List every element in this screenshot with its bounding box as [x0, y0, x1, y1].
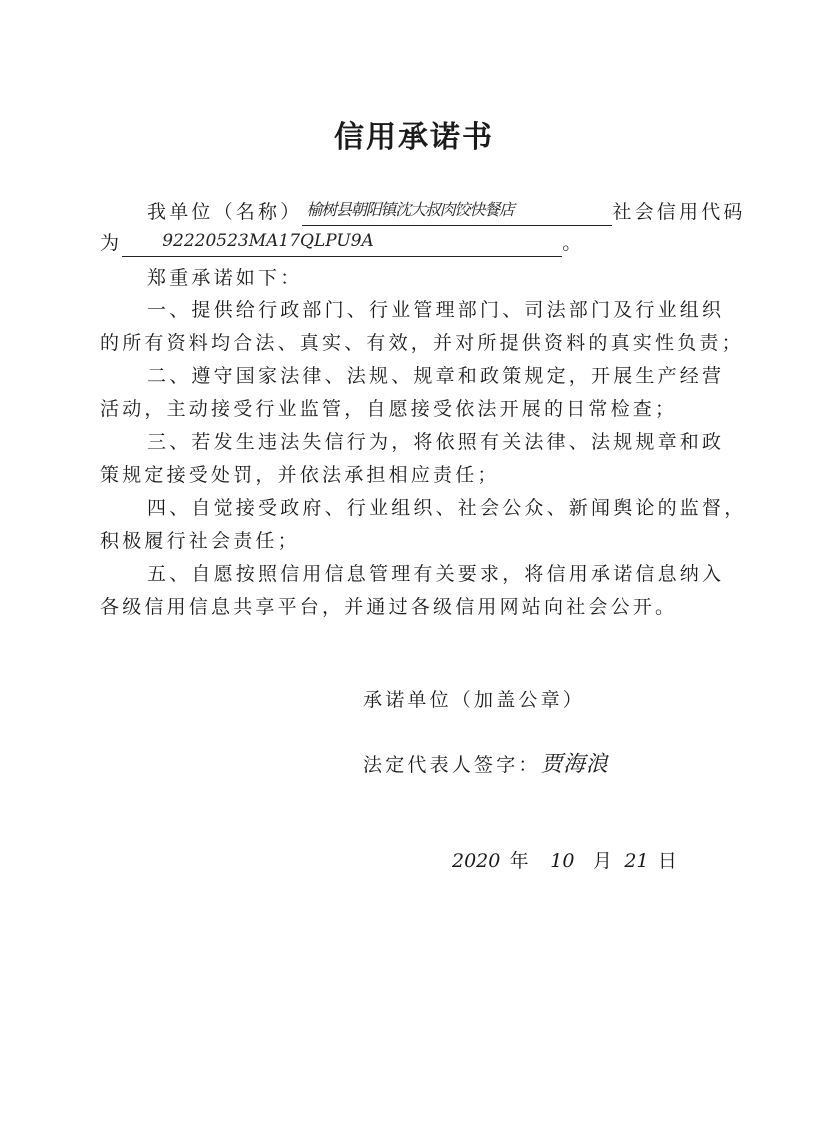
- clause-3-line-1: 三、若发生违法失信行为，将依照有关法律、法规规章和政: [147, 431, 725, 453]
- document-title: 信用承诺书: [334, 120, 494, 155]
- signature-line: [363, 751, 608, 779]
- credit-code-handwriting: 92220523MA17QLPU9A: [162, 231, 374, 251]
- credit-code-label: 社会信用代码: [612, 201, 746, 223]
- credit-code-line: [100, 229, 584, 257]
- clause-1-line-1: 一、提供给行政部门、行业管理部门、司法部门及行业组织: [147, 299, 725, 321]
- clause-3-line-2: 策规定接受处罚，并依法承担相应责任；: [100, 464, 500, 486]
- unit-name-prefix: 我单位（名称）: [147, 201, 303, 223]
- seal-label: 承诺单位（加盖公章）: [363, 689, 586, 711]
- clause-4-line-2: 积极履行社会责任；: [100, 530, 300, 552]
- signature-label: 法定代表人签字：: [363, 754, 541, 776]
- promise-heading: 郑重承诺如下：: [147, 267, 303, 289]
- date-month: 10: [550, 850, 575, 872]
- date-year: 2020: [452, 850, 501, 872]
- credit-code-prefix: 为: [100, 232, 123, 254]
- credit-code-blank: [122, 231, 562, 257]
- clause-1-line-2: 的所有资料均合法、真实、有效，并对所提供资料的真实性负责；: [100, 332, 744, 354]
- credit-code-end: 。: [562, 232, 585, 254]
- date-line: [452, 847, 680, 875]
- date-day: 21: [624, 850, 649, 872]
- date-month-unit: 月: [592, 850, 616, 872]
- date-day-unit: 日: [657, 850, 681, 872]
- clause-5-line-1: 五、自愿按照信用信息管理有关要求，将信用承诺信息纳入: [147, 563, 725, 585]
- clause-2-line-1: 二、遵守国家法律、法规、规章和政策规定，开展生产经营: [147, 365, 725, 387]
- unit-name-handwriting: 榆树县朝阳镇沈大叔肉饺快餐店: [306, 200, 514, 219]
- unit-name-blank: [302, 200, 612, 226]
- clause-4-line-1: 四、自觉接受政府、行业组织、社会公众、新闻舆论的监督，: [147, 497, 747, 519]
- clause-5-line-2: 各级信用信息共享平台，并通过各级信用网站向社会公开。: [100, 596, 678, 618]
- date-year-unit: 年: [509, 850, 532, 872]
- clause-2-line-2: 活动，主动接受行业监管，自愿接受依法开展的日常检查；: [100, 398, 678, 420]
- unit-name-line: [147, 198, 746, 226]
- signature-handwriting: 贾海浪: [540, 752, 609, 777]
